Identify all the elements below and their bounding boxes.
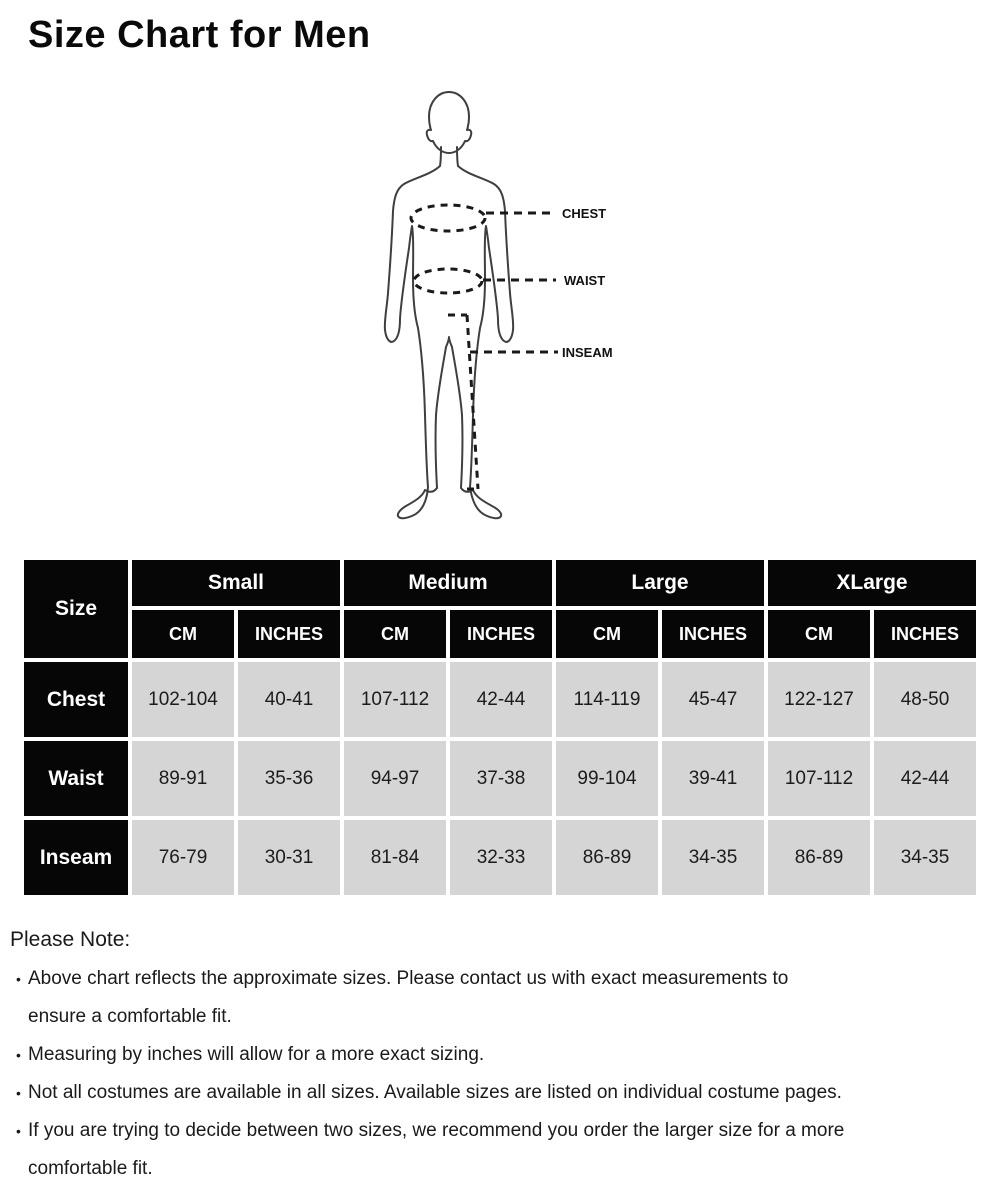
cell-waist-small-inches: 35-36 xyxy=(238,741,340,816)
col-group-large: Large xyxy=(556,560,764,606)
note-text xyxy=(28,960,962,1036)
cell-inseam-xlarge-inches: 34-35 xyxy=(874,820,976,895)
row-header-inseam: Inseam xyxy=(24,820,128,895)
cell-inseam-large-cm: 86-89 xyxy=(556,820,658,895)
cell-waist-xlarge-inches: 42-44 xyxy=(874,741,976,816)
note-line: If you are trying to decide between two sizes, we recommend you order the larger size for a more xyxy=(28,1120,845,1141)
cell-chest-xlarge-inches: 48-50 xyxy=(874,662,976,737)
size-chart-table xyxy=(20,556,980,899)
cell-inseam-large-inches: 34-35 xyxy=(662,820,764,895)
cell-inseam-small-cm: 76-79 xyxy=(132,820,234,895)
unit-header-xlarge-cm: CM xyxy=(768,610,870,658)
note-text xyxy=(28,1074,962,1112)
notes-section xyxy=(10,920,962,1188)
col-group-xlarge: XLarge xyxy=(768,560,976,606)
cell-inseam-xlarge-cm: 86-89 xyxy=(768,820,870,895)
cell-waist-xlarge-cm: 107-112 xyxy=(768,741,870,816)
figure-head xyxy=(427,92,472,153)
chest-label: CHEST xyxy=(562,206,607,221)
note-line: Not all costumes are available in all sizes. Available sizes are listed on individual costume pages. xyxy=(28,1082,842,1103)
note-item xyxy=(10,1074,962,1112)
table-row-inseam xyxy=(24,820,976,895)
notes-heading: Please Note: xyxy=(10,928,131,951)
male-body-outline-illustration xyxy=(370,85,650,543)
cell-chest-large-cm: 114-119 xyxy=(556,662,658,737)
cell-chest-large-inches: 45-47 xyxy=(662,662,764,737)
table-row-chest xyxy=(24,662,976,737)
unit-header-row xyxy=(24,610,976,658)
unit-header-medium-cm: CM xyxy=(344,610,446,658)
cell-inseam-medium-inches: 32-33 xyxy=(450,820,552,895)
inseam-label: INSEAM xyxy=(562,345,613,360)
cell-inseam-small-inches: 30-31 xyxy=(238,820,340,895)
unit-header-large-inches: INCHES xyxy=(662,610,764,658)
row-header-chest: Chest xyxy=(24,662,128,737)
cell-waist-large-cm: 99-104 xyxy=(556,741,658,816)
note-text xyxy=(28,1112,962,1188)
page-title: Size Chart for Men xyxy=(28,14,371,56)
col-group-small: Small xyxy=(132,560,340,606)
figure-body xyxy=(385,147,513,518)
table-row-waist xyxy=(24,741,976,816)
cell-chest-medium-inches: 42-44 xyxy=(450,662,552,737)
col-group-medium: Medium xyxy=(344,560,552,606)
unit-header-xlarge-inches: INCHES xyxy=(874,610,976,658)
cell-waist-large-inches: 39-41 xyxy=(662,741,764,816)
note-text xyxy=(28,1036,962,1074)
bullet-icon: • xyxy=(16,1123,21,1139)
cell-inseam-medium-cm: 81-84 xyxy=(344,820,446,895)
note-line: ensure a comfortable fit. xyxy=(28,1006,232,1027)
unit-header-small-inches: INCHES xyxy=(238,610,340,658)
cell-waist-medium-cm: 94-97 xyxy=(344,741,446,816)
chest-measure-ellipse xyxy=(411,205,485,231)
note-line: Above chart reflects the approximate sizes. Please contact us with exact measurements to xyxy=(28,968,789,989)
bullet-icon: • xyxy=(16,1085,21,1101)
cell-chest-medium-cm: 107-112 xyxy=(344,662,446,737)
unit-header-small-cm: CM xyxy=(132,610,234,658)
note-line: comfortable fit. xyxy=(28,1158,153,1179)
bullet-icon: • xyxy=(16,971,21,987)
body-measurement-diagram xyxy=(370,85,650,543)
cell-chest-small-cm: 102-104 xyxy=(132,662,234,737)
unit-header-medium-inches: INCHES xyxy=(450,610,552,658)
note-item xyxy=(10,960,962,1036)
waist-measure-ellipse xyxy=(414,269,482,293)
unit-header-large-cm: CM xyxy=(556,610,658,658)
cell-chest-small-inches: 40-41 xyxy=(238,662,340,737)
cell-waist-small-cm: 89-91 xyxy=(132,741,234,816)
waist-label: WAIST xyxy=(564,273,606,288)
size-corner-header: Size xyxy=(24,560,128,658)
cell-waist-medium-inches: 37-38 xyxy=(450,741,552,816)
cell-chest-xlarge-cm: 122-127 xyxy=(768,662,870,737)
size-group-header-row xyxy=(24,560,976,606)
row-header-waist: Waist xyxy=(24,741,128,816)
inseam-measure-line xyxy=(448,315,480,489)
bullet-icon: • xyxy=(16,1047,21,1063)
note-line: Measuring by inches will allow for a more exact sizing. xyxy=(28,1044,485,1065)
note-item xyxy=(10,1112,962,1188)
note-item xyxy=(10,1036,962,1074)
